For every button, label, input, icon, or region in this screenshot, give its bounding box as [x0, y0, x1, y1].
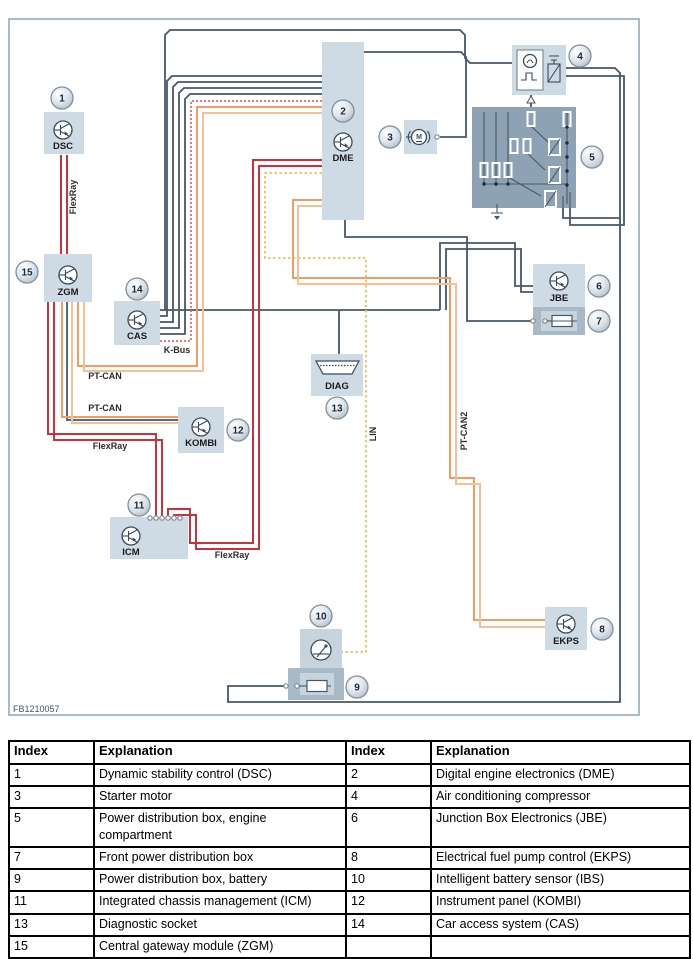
explanation-cell: Power distribution box, engine compartment: [94, 808, 346, 847]
svg-text:7: 7: [596, 316, 602, 328]
svg-text:3: 3: [387, 132, 393, 144]
index-cell: 10: [346, 869, 431, 891]
module-pdb-engine: [472, 107, 576, 220]
index-cell: 9: [9, 869, 94, 891]
index-badge-2: [332, 100, 354, 122]
index-cell: 3: [9, 786, 94, 808]
icm-connector: [148, 516, 152, 520]
module-starter: [404, 120, 439, 154]
header-index-left: Index: [9, 741, 94, 764]
legend-header-row: [9, 741, 690, 764]
index-badge-6: [588, 275, 610, 297]
index-cell: 13: [9, 914, 94, 936]
legend-table: [8, 740, 691, 959]
ibs-sensor-icon: [311, 640, 331, 660]
module-fuse-front: [531, 307, 585, 335]
explanation-cell: Integrated chassis management (ICM): [94, 891, 346, 913]
header-explanation-right: Explanation: [431, 741, 690, 764]
explanation-cell: [431, 936, 690, 958]
table-row: [9, 786, 690, 808]
junction-dot: [506, 182, 509, 185]
index-badge-5: [581, 146, 603, 168]
svg-text:1: 1: [59, 93, 65, 105]
explanation-cell: Digital engine electronics (DME): [431, 764, 690, 786]
icm-connector: [166, 516, 170, 520]
dsc-label: DSC: [52, 141, 74, 152]
table-row: [9, 936, 690, 958]
kombi-label: KOMBI: [185, 438, 217, 449]
explanation-cell: Power distribution box, battery: [94, 869, 346, 891]
module-diag: [311, 354, 363, 396]
header-explanation-left: Explanation: [94, 741, 346, 764]
junction-dot: [565, 169, 568, 172]
diag-label: DIAG: [325, 381, 349, 392]
table-row: [9, 808, 690, 847]
svg-text:9: 9: [354, 682, 360, 694]
explanation-cell: Air conditioning compressor: [431, 786, 690, 808]
module-icm: [110, 516, 188, 559]
explanation-cell: Junction Box Electronics (JBE): [431, 808, 690, 847]
dme-label: DME: [332, 153, 354, 164]
svg-text:15: 15: [21, 267, 33, 279]
index-badge-1: [51, 87, 73, 109]
fuse-connector: [295, 684, 299, 688]
dme-box: [322, 42, 364, 220]
bus-label-lin: LIN: [368, 426, 378, 442]
index-cell: 2: [346, 764, 431, 786]
bus-label-flexray-vertical: FlexRay: [68, 179, 78, 215]
svg-text:5: 5: [589, 152, 595, 164]
ibs-sensor-dot: [324, 644, 327, 647]
bus-label-ptcan2: PT-CAN2: [459, 411, 469, 451]
module-ibs: [300, 629, 342, 671]
pdb-engine-box: [472, 107, 576, 208]
icm-label: ICM: [122, 547, 140, 558]
svg-text:2: 2: [340, 106, 346, 118]
svg-text:8: 8: [599, 624, 605, 636]
junction-dot: [565, 183, 568, 186]
figure-id: FB1210057: [13, 704, 60, 714]
svg-text:12: 12: [232, 425, 244, 437]
svg-text:4: 4: [577, 51, 583, 63]
svg-text:10: 10: [315, 611, 327, 623]
table-row: [9, 764, 690, 786]
svg-text:14: 14: [131, 284, 143, 296]
junction-dot: [565, 155, 568, 158]
module-ekps: [545, 607, 587, 650]
index-cell: 15: [9, 936, 94, 958]
jbe-label: JBE: [549, 293, 569, 304]
index-cell: 7: [9, 847, 94, 869]
index-badge-7: [588, 310, 610, 332]
cas-label: CAS: [126, 331, 148, 342]
index-cell: 8: [346, 847, 431, 869]
index-badge-15: [16, 261, 38, 283]
svg-text:13: 13: [331, 403, 343, 415]
bus-label-flexray-icm: FlexRay: [214, 550, 250, 560]
explanation-cell: Intelligent battery sensor (IBS): [431, 869, 690, 891]
index-cell: 1: [9, 764, 94, 786]
index-cell: 6: [346, 808, 431, 847]
index-badge-13: [326, 397, 348, 419]
module-zgm: [44, 254, 92, 302]
table-row: [9, 869, 690, 891]
index-badge-9: [346, 676, 368, 698]
ecu-icon: [54, 121, 72, 139]
index-cell: 5: [9, 808, 94, 847]
ecu-icon: [192, 418, 210, 436]
explanation-cell: Front power distribution box: [94, 847, 346, 869]
junction-dot: [565, 125, 568, 128]
explanation-cell: Central gateway module (ZGM): [94, 936, 346, 958]
bus-label-ptcan-upper: PT-CAN: [88, 371, 122, 381]
svg-text:6: 6: [596, 281, 602, 293]
module-cas: [114, 301, 160, 345]
index-cell: [346, 936, 431, 958]
index-badge-8: [591, 618, 613, 640]
module-dsc: [44, 112, 84, 154]
ecu-icon: [334, 133, 352, 151]
table-row: [9, 914, 690, 936]
junction-dot: [565, 141, 568, 144]
fuse-connector: [543, 319, 547, 323]
fuse-connector: [284, 684, 288, 688]
index-badge-12: [227, 419, 249, 441]
index-cell: 14: [346, 914, 431, 936]
fuse-connector: [531, 319, 535, 323]
icm-connector: [160, 516, 164, 520]
header-index-right: Index: [346, 741, 431, 764]
index-cell: 11: [9, 891, 94, 913]
explanation-cell: Dynamic stability control (DSC): [94, 764, 346, 786]
module-pdb-battery: [284, 668, 344, 700]
ekps-label: EKPS: [553, 636, 579, 647]
index-badge-11: [128, 494, 150, 516]
index-badge-3: [379, 126, 401, 148]
ecu-icon: [128, 311, 146, 329]
zgm-label: ZGM: [57, 287, 79, 298]
ecu-icon: [59, 266, 77, 284]
index-badge-10: [310, 605, 332, 627]
bus-label-ptcan-lower: PT-CAN: [88, 403, 122, 413]
icm-connector: [154, 516, 158, 520]
starter-motor-letter: M: [416, 134, 422, 141]
index-cell: 12: [346, 891, 431, 913]
table-row: [9, 891, 690, 913]
index-cell: 4: [346, 786, 431, 808]
junction-dot: [482, 182, 485, 185]
table-row: [9, 847, 690, 869]
diag-connector-icon: [316, 361, 359, 374]
explanation-cell: Car access system (CAS): [431, 914, 690, 936]
module-jbe: [533, 264, 585, 307]
junction-dot: [494, 182, 497, 185]
svg-text:11: 11: [133, 500, 145, 512]
bus-label-kbus: K-Bus: [163, 345, 191, 355]
module-kombi: [178, 407, 224, 453]
fuse-icon: [307, 681, 327, 692]
module-dme: [322, 42, 364, 220]
ecu-icon: [122, 527, 140, 545]
index-badge-4: [569, 45, 591, 67]
icm-connector: [172, 516, 176, 520]
bus-label-flexray-mid: FlexRay: [92, 441, 128, 451]
explanation-cell: Instrument panel (KOMBI): [431, 891, 690, 913]
explanation-cell: Diagnostic socket: [94, 914, 346, 936]
ecu-icon: [550, 272, 568, 290]
legend-table-body: [9, 764, 690, 958]
starter-connector: [435, 135, 439, 139]
explanation-cell: Electrical fuel pump control (EKPS): [431, 847, 690, 869]
compressor-icon: [524, 55, 537, 68]
ecu-icon: [557, 615, 575, 633]
index-badge-14: [126, 278, 148, 300]
explanation-cell: Starter motor: [94, 786, 346, 808]
icm-connector: [178, 516, 182, 520]
